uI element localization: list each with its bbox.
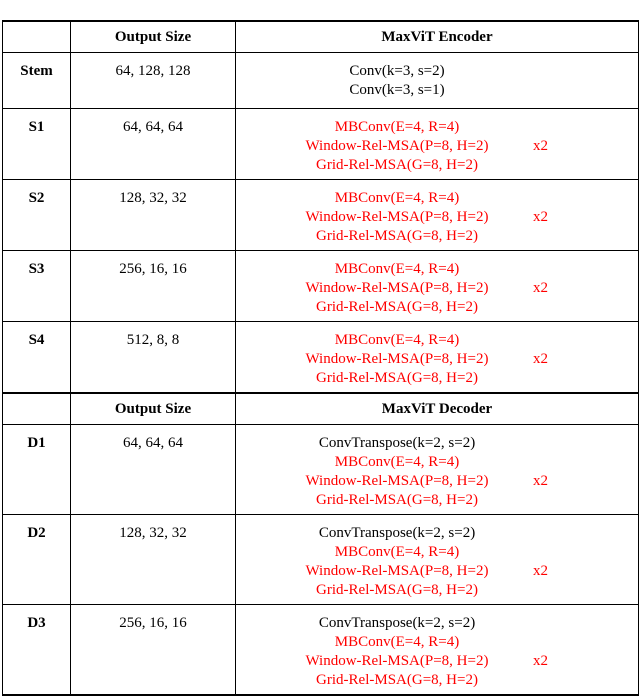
header-stage-cell xyxy=(3,393,71,425)
table-body xyxy=(3,21,639,695)
output-size-value: 64, 64, 64 xyxy=(71,109,236,180)
layer-spec xyxy=(236,605,639,696)
layer-line: Window-Rel-MSA(P=8, H=2) xyxy=(305,209,489,225)
layer-lines xyxy=(252,331,542,388)
stage-label: D1 xyxy=(3,425,71,515)
layer-line: Grid-Rel-MSA(G=8, H=2) xyxy=(316,582,478,598)
layer-line: Window-Rel-MSA(P=8, H=2) xyxy=(305,351,489,367)
header-encoder-title: MaxViT Encoder xyxy=(236,21,639,53)
output-size-value: 512, 8, 8 xyxy=(71,322,236,394)
layer-line: MBConv(E=4, R=4) xyxy=(334,544,460,560)
header-decoder-title: MaxViT Decoder xyxy=(236,393,639,425)
layer-lines xyxy=(252,434,542,510)
layer-spec xyxy=(236,109,639,180)
repeat-multiplier: x2 xyxy=(533,138,548,154)
layer-line: Grid-Rel-MSA(G=8, H=2) xyxy=(316,492,478,508)
layer-line: Grid-Rel-MSA(G=8, H=2) xyxy=(316,672,478,688)
output-size-value: 128, 32, 32 xyxy=(71,180,236,251)
table-row xyxy=(3,515,639,605)
layer-line: ConvTranspose(k=2, s=2) xyxy=(318,615,476,631)
layer-line: MBConv(E=4, R=4) xyxy=(334,634,460,650)
layer-spec xyxy=(236,515,639,605)
repeat-multiplier: x2 xyxy=(533,473,548,489)
layer-line: Window-Rel-MSA(P=8, H=2) xyxy=(305,138,489,154)
decoder-header-row xyxy=(3,393,639,425)
layer-lines xyxy=(252,260,542,317)
table-row xyxy=(3,605,639,696)
layer-lines xyxy=(252,62,542,100)
stage-label: S3 xyxy=(3,251,71,322)
layer-line: ConvTranspose(k=2, s=2) xyxy=(318,435,476,451)
layer-lines xyxy=(252,524,542,600)
header-stage-cell xyxy=(3,21,71,53)
layer-line: Conv(k=3, s=2) xyxy=(349,63,445,79)
layer-lines xyxy=(252,118,542,175)
layer-line: Grid-Rel-MSA(G=8, H=2) xyxy=(316,228,478,244)
layer-line: ConvTranspose(k=2, s=2) xyxy=(318,525,476,541)
stage-label: S4 xyxy=(3,322,71,394)
layer-line: Grid-Rel-MSA(G=8, H=2) xyxy=(316,299,478,315)
layer-line: Window-Rel-MSA(P=8, H=2) xyxy=(305,473,489,489)
encoder-header-row xyxy=(3,21,639,53)
layer-spec xyxy=(236,322,639,394)
header-output-size: Output Size xyxy=(71,21,236,53)
table-row xyxy=(3,251,639,322)
architecture-table xyxy=(2,20,639,696)
layer-line: MBConv(E=4, R=4) xyxy=(334,119,460,135)
table-row xyxy=(3,53,639,109)
repeat-multiplier: x2 xyxy=(533,563,548,579)
stage-label: D3 xyxy=(3,605,71,696)
layer-line: Conv(k=3, s=1) xyxy=(349,82,445,98)
repeat-multiplier: x2 xyxy=(533,209,548,225)
layer-spec xyxy=(236,425,639,515)
layer-line: Window-Rel-MSA(P=8, H=2) xyxy=(305,563,489,579)
stage-label: Stem xyxy=(3,53,71,109)
layer-lines xyxy=(252,614,542,690)
table-row xyxy=(3,322,639,394)
layer-spec xyxy=(236,251,639,322)
layer-spec xyxy=(236,53,639,109)
table-row xyxy=(3,180,639,251)
layer-line: MBConv(E=4, R=4) xyxy=(334,190,460,206)
output-size-value: 256, 16, 16 xyxy=(71,605,236,696)
output-size-value: 256, 16, 16 xyxy=(71,251,236,322)
output-size-value: 128, 32, 32 xyxy=(71,515,236,605)
table-row xyxy=(3,425,639,515)
output-size-value: 64, 64, 64 xyxy=(71,425,236,515)
stage-label: D2 xyxy=(3,515,71,605)
layer-spec xyxy=(236,180,639,251)
layer-line: MBConv(E=4, R=4) xyxy=(334,454,460,470)
layer-line: Grid-Rel-MSA(G=8, H=2) xyxy=(316,370,478,386)
stage-label: S1 xyxy=(3,109,71,180)
stage-label: S2 xyxy=(3,180,71,251)
layer-line: Grid-Rel-MSA(G=8, H=2) xyxy=(316,157,478,173)
layer-lines xyxy=(252,189,542,246)
layer-line: Window-Rel-MSA(P=8, H=2) xyxy=(305,280,489,296)
output-size-value: 64, 128, 128 xyxy=(71,53,236,109)
layer-line: Window-Rel-MSA(P=8, H=2) xyxy=(305,653,489,669)
repeat-multiplier: x2 xyxy=(533,351,548,367)
layer-line: MBConv(E=4, R=4) xyxy=(334,261,460,277)
table-row xyxy=(3,109,639,180)
repeat-multiplier: x2 xyxy=(533,653,548,669)
repeat-multiplier: x2 xyxy=(533,280,548,296)
layer-line: MBConv(E=4, R=4) xyxy=(334,332,460,348)
header-output-size: Output Size xyxy=(71,393,236,425)
